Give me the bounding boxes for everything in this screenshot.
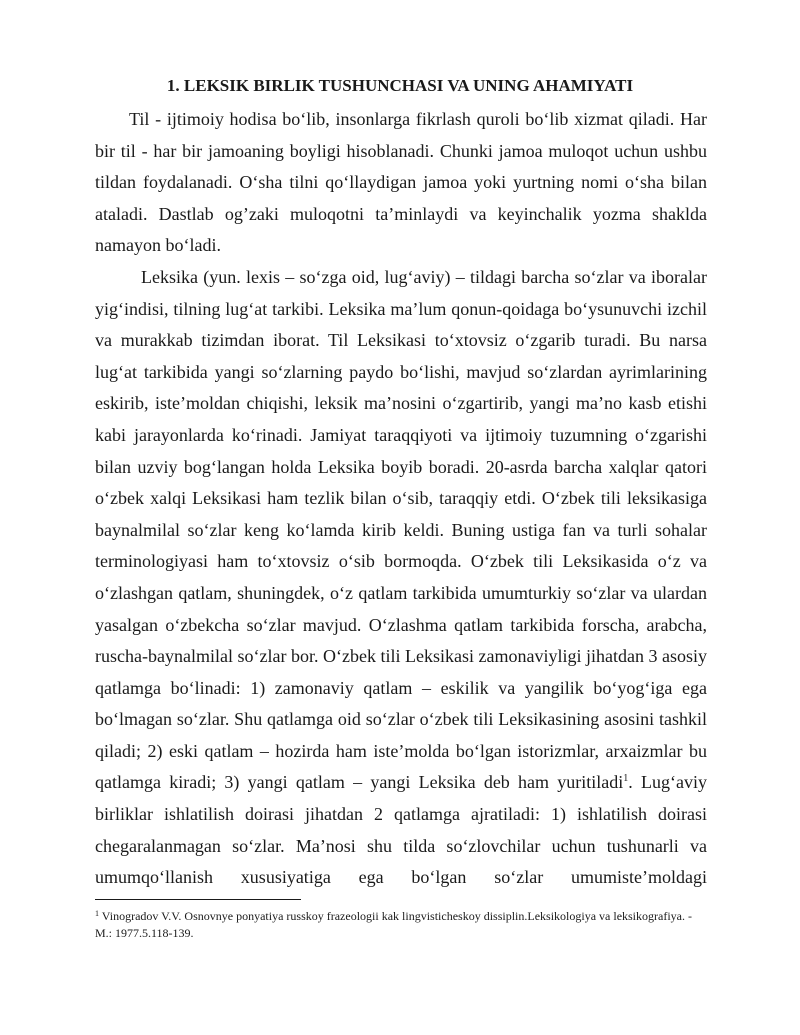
paragraph-2-text-start: Leksika (yun. lexis – so‘zga oid, lug‘aviy) – tildagi barcha so‘zlar va iboralar yig‘indisi, tilning lug‘at tarkibi. Leksika ma’lum qonun-qoidaga bo‘ysunuvchi izchil va murakkab tizimdan iborat. Til Leksikasi to‘xtovsiz o‘zgarib turadi. Bu narsa lug‘at tarkibida yangi so‘zlarning paydo bo‘lishi, mavjud so‘zlardan ayrimlarining eskirib, iste’moldan chiqishi, leksik ma’nosini o‘zgartirib, yangi ma’no kasb etishi kabi jarayonlarda ko‘rinadi. Jamiyat taraqqiyoti va ijtimoiy tuzumning o‘zgarishi bilan uzviy bog‘langan holda Leksika boyib boradi. 20-asrda barcha xalqlar qatori o‘zbek xalqi Leksikasi ham tezlik bilan o‘sib, taraqqiy etdi. O‘zbek tili leksikasiga baynalmilal so‘zlar keng ko‘lamda kirib keldi. Buning ustiga fan va turli sohalar terminologiyasi ham to‘xtovsiz o‘sib bormoqda. O‘zbek tili Leksikasida o‘z va o‘zlashgan qatlam, shuningdek, o‘z qatlam tarkibida umumturkiy so‘zlar va ulardan yasalgan o‘zbekcha so‘zlar mavjud. O‘zlashma qatlam tarkibida forscha, arabcha, ruscha-baynalmilal so‘zlar bor. O‘zbek tili Leksikasi zamonaviyligi jihatdan 3 asosiy qatlamga bo‘linadi: 1) zamonaviy qatlam – eskilik va yangilik bo‘yog‘iga ega bo‘lmagan so‘zlar. Shu qatlamga oid so‘zlar o‘zbek tili Leksikasining asosini tashkil qiladi; 2) eski qatlam – hozirda ham iste’molda bo‘lgan istorizmlar, arxaizmlar bu qatlamga kiradi; 3) yangi qatlam – yangi Leksika deb ham yuritiladi: [95, 266, 707, 793]
footnote-reference[interactable]: 1: [623, 773, 629, 785]
body-text: [95, 104, 707, 894]
footnote-separator: [95, 899, 301, 900]
footnote-number: 1: [95, 909, 99, 918]
paragraph-2: [95, 262, 707, 894]
section-heading: 1. LEKSIK BIRLIK TUSHUNCHASI VA UNING AHAMIYATI: [166, 76, 634, 95]
paragraph-1: Til - ijtimoiy hodisa bo‘lib, insonlarga fikrlash quroli bo‘lib xizmat qiladi. Har bir til - har bir jamoaning boyligi hisoblanadi. Chunki jamoa muloqot uchun ushbu tildan foydalanadi. O‘sha tilni qo‘llaydigan jamoa yoki yurtning nomi o‘sha bilan ataladi. Dastlab og’zaki muloqotni ta’minlaydi va keyinchalik yozma shaklda namayon bo‘ladi.: [95, 109, 707, 256]
footnote-text: Vinogradov V.V. Osnovnye ponyatiya russkoy frazeologii kak lingvisticheskoy dissiplin.Leksikologiya va leksikografiya. - M.: 1977.5.118-139.: [95, 909, 692, 940]
paragraph-2-text-end: . Lug‘aviy birliklar ishlatilish doirasi jihatdan 2 qatlamga ajratiladi: 1) ishlatilish doirasi chegaralanmagan so‘zlar. Ma’nosi shu tilda so‘zlovchilar uchun tushunarli va umumqo‘llanish xususiyatiga ega bo‘lgan so‘zlar umumiste’moldagi: [95, 772, 707, 888]
footnote: [95, 908, 707, 942]
